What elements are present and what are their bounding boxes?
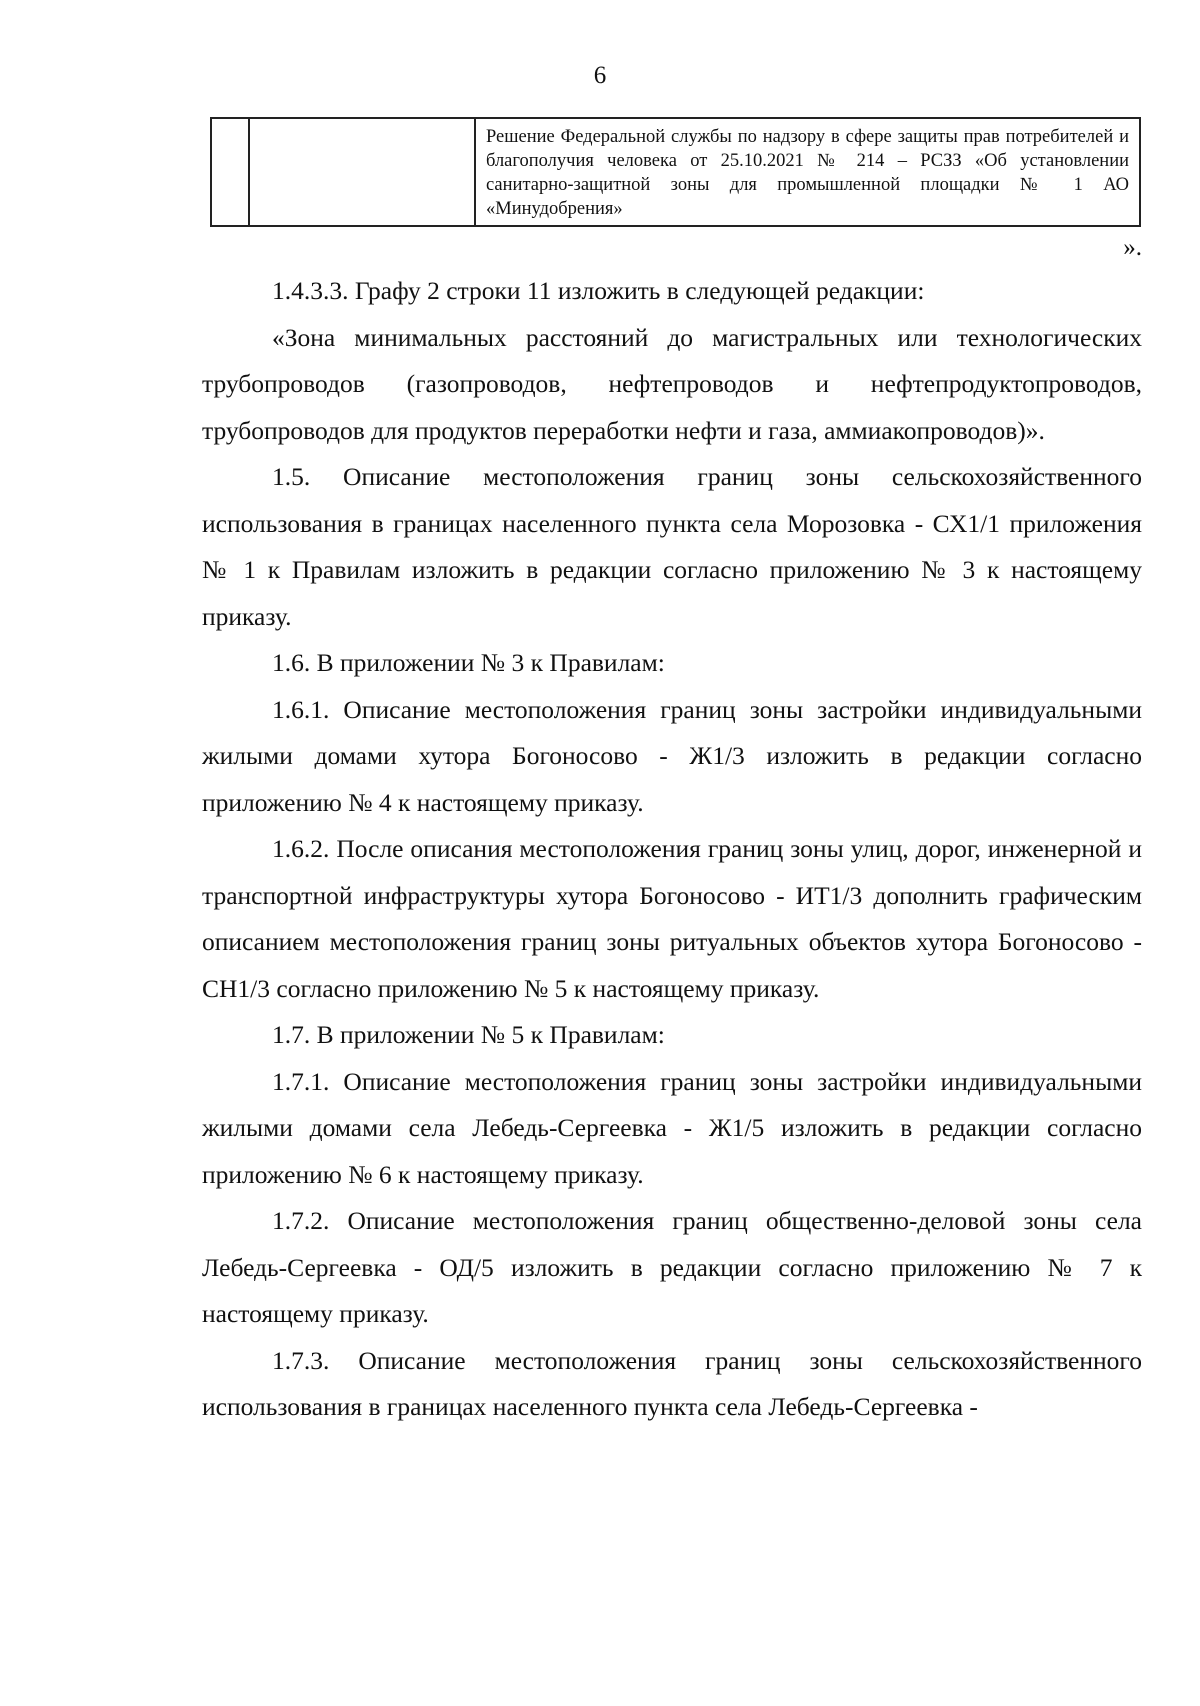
document-body (202, 268, 1142, 1431)
table-cell-zone (249, 118, 475, 226)
paragraph-1-6: 1.6. В приложении № 3 к Правилам: (272, 648, 665, 677)
paragraph-1-6-2: 1.6.2. После описания местоположения границ зоны улиц, дорог, инженерной и транспортной инфраструктуры хутора Богоносово - ИТ1/3 дополнить графическим описанием местоположения границ зоны ритуальных объектов хутора Богоносово - СН1/3 согласно приложению № 5 к настоящему приказу. (202, 834, 1142, 1003)
paragraph-1-5: 1.5. Описание местоположения границ зоны сельскохозяйственного использования в границах населенного пункта села Морозовка - СХ1/1 приложения № 1 к Правилам изложить в редакции согласно приложению № 3 к настоящему приказу. (202, 462, 1142, 631)
paragraph-1-7-3: 1.7.3. Описание местоположения границ зоны сельскохозяйственного использования в границах населенного пункта села Лебедь-Сергеевка - (202, 1345, 1142, 1421)
paragraph-1-7-1: 1.7.1. Описание местоположения границ зоны застройки индивидуальными жилыми домами села Лебедь-Сергеевка - Ж1/5 изложить в редакции согласно приложению № 6 к настоящему приказу. (202, 1066, 1142, 1189)
paragraph-1-7: 1.7. В приложении № 5 к Правилам: (272, 1020, 665, 1049)
closing-quote-mark: ». (1123, 234, 1142, 261)
table-cell-number (211, 118, 249, 226)
paragraph-1-4-3-3: 1.4.3.3. Графу 2 строки 11 изложить в следующей редакции: (272, 276, 925, 305)
table-row (211, 118, 1140, 226)
reference-table (210, 117, 1141, 227)
page-number: 6 (593, 62, 607, 89)
paragraph-1-7-2: 1.7.2. Описание местоположения границ общественно-деловой зоны села Лебедь-Сергеевка - ОД/5 изложить в редакции согласно приложению № 7 к настоящему приказу. (202, 1206, 1142, 1328)
paragraph-1-6-1: 1.6.1. Описание местоположения границ зоны застройки индивидуальными жилыми домами хутора Богоносово - Ж1/3 изложить в редакции согласно приложению № 4 к настоящему приказу. (202, 694, 1142, 817)
table-cell-document: Решение Федеральной службы по надзору в сфере защиты прав потребителей и благополучия человека от 25.10.2021 № 214 – РСЗЗ «Об установлении санитарно-защитной зоны для промышленной площадки № 1 АО «Минудобрения» (475, 118, 1140, 226)
paragraph-quote-zone: «Зона минимальных расстояний до магистральных или технологических трубопроводов (газопроводов, нефтепроводов и нефтепродуктопроводов, трубопроводов для продуктов переработки нефти и газа, аммиакопроводов)». (202, 322, 1142, 445)
